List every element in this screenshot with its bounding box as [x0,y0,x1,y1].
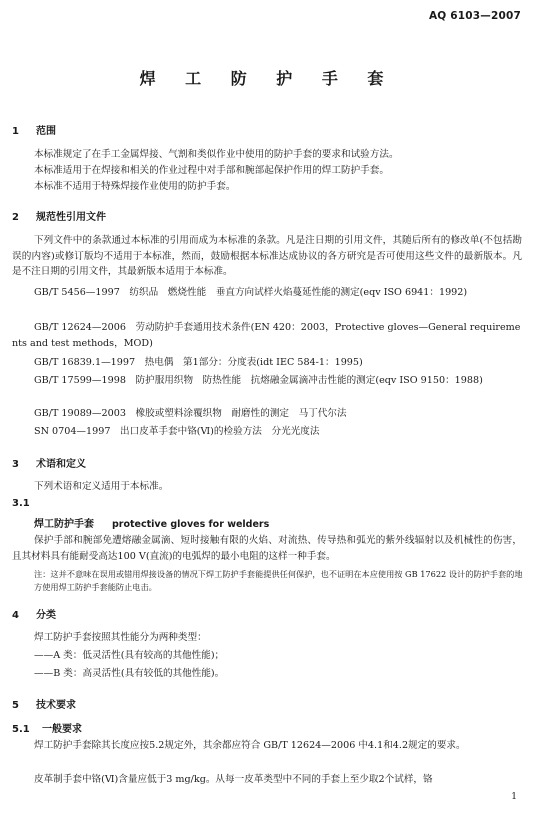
section-heading-1 [12,122,56,137]
reference-item: SN 0704—1997 出口皮革手套中铬(Ⅵ)的检验方法 分光光度法 [34,426,320,437]
section-number: 1 [12,126,19,137]
section-number: 3 [12,459,19,470]
reference-item: GB/T 16839.1—1997 热电偶 第1部分：分度表(idt IEC 584-1：1995) [34,357,363,368]
section-number: 4 [12,610,19,621]
section-title: 技术要求 [36,700,76,711]
section-title: 分类 [36,610,56,621]
subsection-title: 一般要求 [42,724,82,735]
reference-item: GB/T 17599—1998 防护服用织物 防热性能 抗熔融金属滴冲击性能的测定(eqv ISO 9150：1988) [34,375,483,386]
reference-item: GB/T 12624—2006 劳动防护手套通用技术条件(EN 420：2003，Protective gloves—General requirements and test methods，MOD) [12,322,521,349]
term-chinese: 焊工防护手套 [34,519,94,530]
paragraph: 焊工防护手套按照其性能分为两种类型： [34,632,207,643]
term-definition: 保护手部和腕部免遭熔融金属滴、短时接触有限的火焰、对流热、传导热和弧光的紫外线辐射以及机械性的伤害，且其材料具有能耐受高达100 V(直流)的电弧焊的最小电阻的这样一种手套。 [12,535,522,562]
standard-code: AQ 6103—2007 [428,10,521,22]
subsection-number-text: 3.1 [12,498,30,509]
section-title: 术语和定义 [36,459,86,470]
reference-item: GB/T 5456—1997 纺织品 燃烧性能 垂直方向试样火焰蔓延性能的测定(eqv ISO 6941：1992) [34,287,468,298]
section-heading-5 [12,696,76,711]
note: 注：这并不意味在误用或错用焊接设备的情况下焊工防护手套能提供任何保护，也不证明在本应使用按 GB 17622 设计的防护手套的地方使用焊工防护手套能防止电击。 [34,569,523,592]
reference-item: GB/T 19089—2003 橡胶或塑料涂覆织物 耐磨性的测定 马丁代尔法 [34,408,347,419]
paragraph: 本标准不适用于特殊焊接作业使用的防护手套。 [34,181,236,192]
paragraph: 皮革制手套中铬(Ⅵ)含量应低于3 mg/kg。从每一皮革类型中不同的手套上至少取2个试样，铬 [34,774,433,785]
term-heading [34,515,269,530]
document-title: 焊 工 防 护 手 套 [139,69,396,88]
paragraph: 本标准规定了在手工金属焊接、气割和类似作业中使用的防护手套的要求和试验方法。 [34,149,399,160]
section-title: 范围 [36,126,56,137]
page-number: 1 [511,792,517,802]
subsection-number [12,498,30,509]
paragraph: 下列文件中的条款通过本标准的引用而成为本标准的条款。凡是注日期的引用文件，其随后所有的修改单(不包括勘误的内容)或修订版均不适用于本标准，然而，鼓励根据本标准达成协议的各方研究是否可使用这些文件的最新版本。凡是不注日期的引用文件，其最新版本适用于本标准。 [12,235,522,278]
section-title: 规范性引用文件 [36,212,106,223]
paragraph: 本标准适用于在焊接和相关的作业过程中对手部和腕部起保护作用的焊工防护手套。 [34,165,389,176]
subsection-number-text: 5.1 [12,724,30,735]
paragraph: 焊工防护手套除其长度应按5.2规定外，其余都应符合 GB/T 12624—2006 中4.1和4.2规定的要求。 [34,740,466,751]
section-number: 2 [12,212,19,223]
term-english: protective gloves for welders [112,519,270,530]
paragraph: 下列术语和定义适用于本标准。 [34,481,169,492]
subsection-heading [12,720,82,735]
section-number: 5 [12,700,19,711]
section-heading-2 [12,208,106,223]
list-item: ——A 类：低灵活性(具有较高的其他性能)； [34,650,225,661]
section-heading-3 [12,455,86,470]
list-item: ——B 类：高灵活性(具有较低的其他性能)。 [34,668,225,679]
section-heading-4 [12,606,56,621]
